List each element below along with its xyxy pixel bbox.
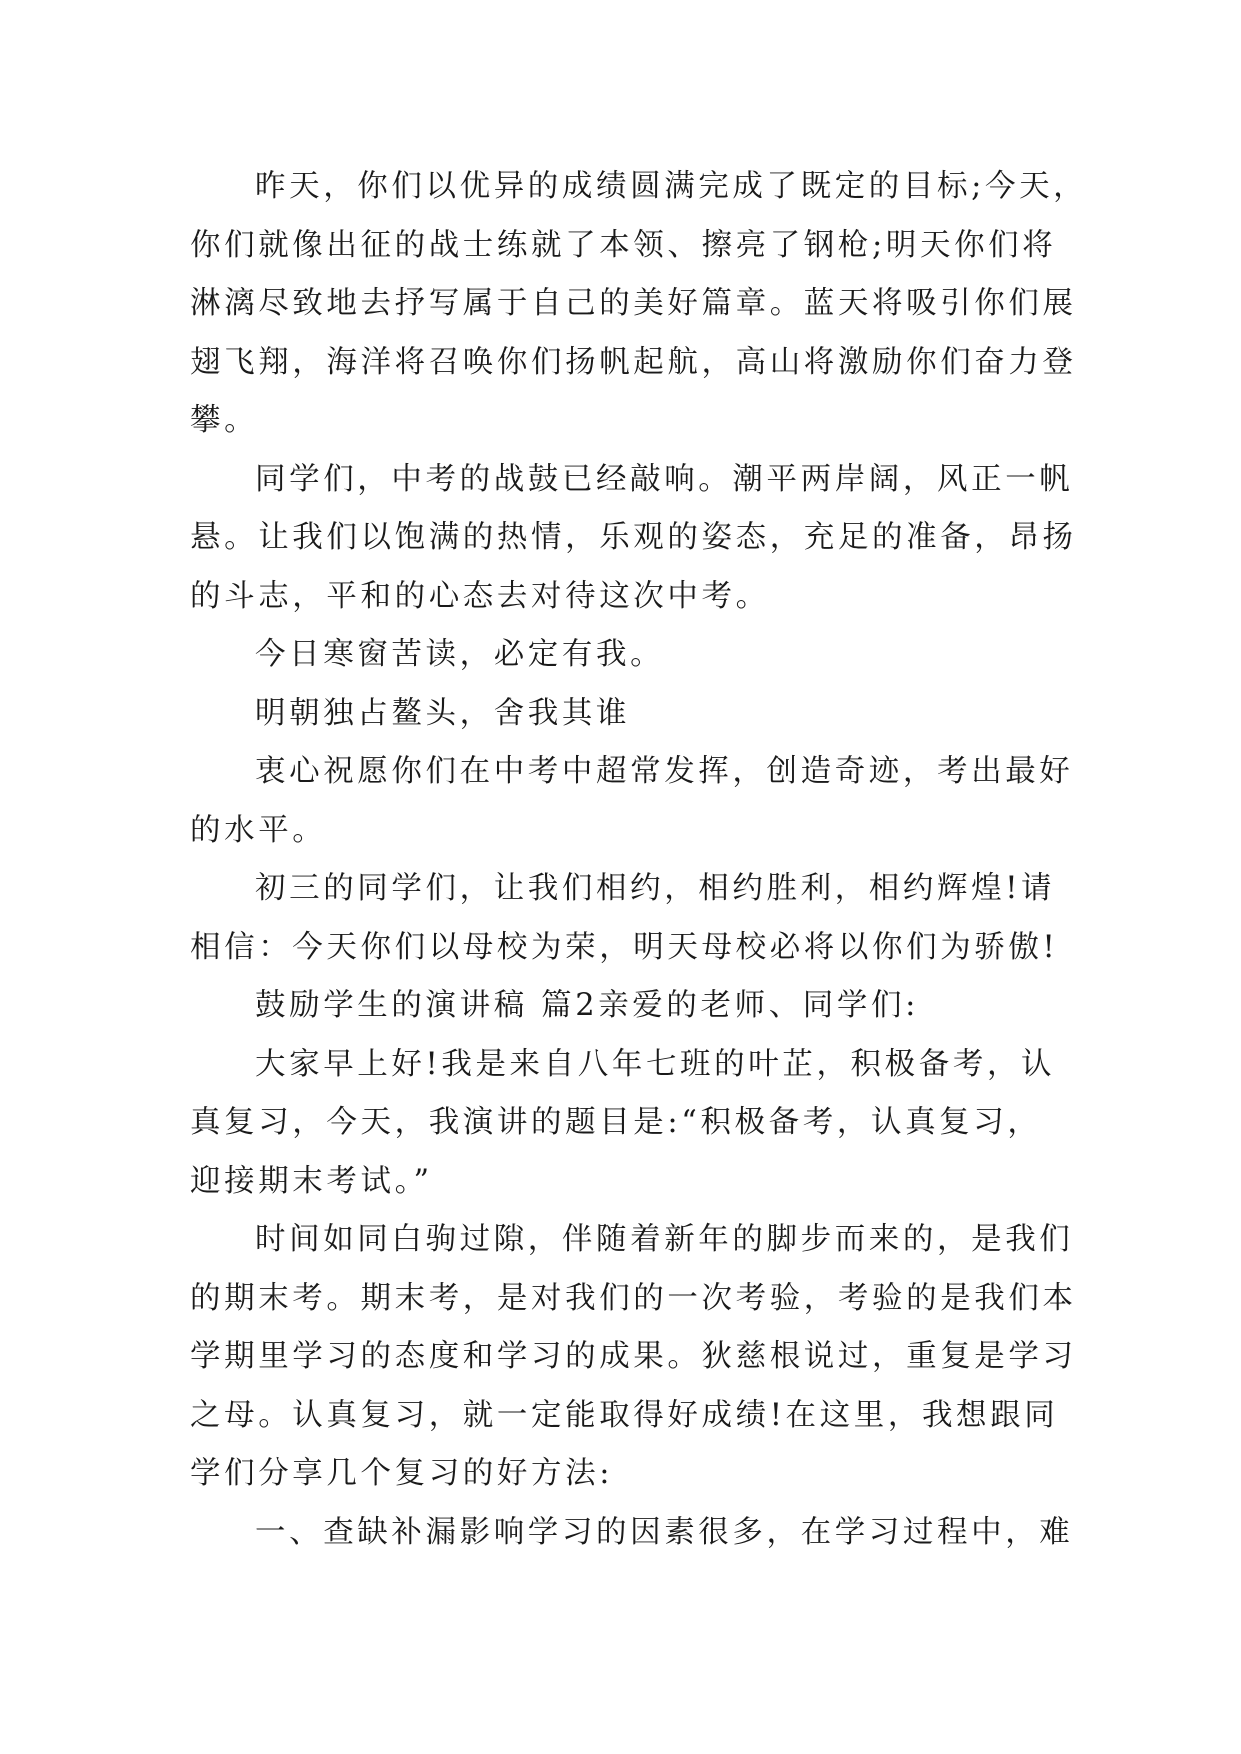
- text-line: 一、查缺补漏影响学习的因素很多，在学习过程中，难: [255, 1514, 1074, 1550]
- text-line: 的斗志，平和的心态去对待这次中考。: [190, 578, 770, 614]
- text-line: 鼓励学生的演讲稿 篇2亲爱的老师、同学们:: [255, 988, 919, 1023]
- text-line: 初三的同学们，让我们相约，相约胜利，相约辉煌!请: [255, 871, 1056, 906]
- text-line: 时间如同白驹过隙，伴随着新年的脚步而来的，是我们: [255, 1222, 1074, 1257]
- text-line: 悬。让我们以饱满的热情，乐观的姿态，充足的准备，昂扬: [190, 520, 1077, 555]
- text-line: 淋漓尽致地去抒写属于自己的美好篇章。蓝天将吸引你们展: [190, 286, 1077, 321]
- paragraph-1: [190, 158, 1088, 451]
- paragraph-2: [190, 451, 1077, 627]
- paragraph-10: [190, 1504, 1074, 1563]
- text-line: 学们分享几个复习的好方法:: [190, 1456, 614, 1491]
- text-line: 同学们，中考的战鼓已经敲响。潮平两岸阔，风正一帆: [255, 461, 1074, 497]
- text-line: 真复习，今天，我演讲的题目是:“积极备考，认真复习，: [190, 1105, 1042, 1140]
- text-line: 相信：今天你们以母校为荣，明天母校必将以你们为骄傲!: [190, 929, 1059, 965]
- text-line: 学期里学习的态度和学习的成果。狄慈根说过，重复是学习: [190, 1339, 1077, 1374]
- text-line: 你们就像出征的战士练就了本领、擦亮了钢枪;明天你们将: [190, 227, 1057, 263]
- paragraph-9: [190, 1211, 1077, 1504]
- text-line: 之母。认真复习，就一定能取得好成绩!在这里，我想跟同: [190, 1397, 1059, 1433]
- section-heading: [190, 977, 1060, 1036]
- paragraph-3: [190, 626, 1060, 685]
- text-line: 今日寒窗苦读，必定有我。: [255, 637, 665, 672]
- text-line: 昨天，你们以优异的成绩圆满完成了既定的目标;今天，: [255, 169, 1088, 204]
- text-line: 迎接期末考试。”: [190, 1163, 433, 1199]
- document-body: [190, 158, 1088, 1562]
- text-line: 大家早上好!我是来自八年七班的叶芷，积极备考，认: [255, 1046, 1056, 1082]
- text-line: 翅飞翔，海洋将召唤你们扬帆起航，高山将激励你们奋力登: [190, 344, 1077, 380]
- text-line: 的期末考。期末考，是对我们的一次考验，考验的是我们本: [190, 1280, 1077, 1316]
- text-line: 的水平。: [190, 812, 327, 848]
- paragraph-6: [190, 860, 1060, 977]
- text-line: 衷心祝愿你们在中考中超常发挥，创造奇迹，考出最好: [255, 754, 1074, 789]
- text-line: 攀。: [190, 403, 259, 438]
- text-line: 明朝独占鳌头，舍我其谁: [255, 695, 631, 731]
- paragraph-5: [190, 743, 1074, 860]
- paragraph-4: [190, 685, 1060, 744]
- paragraph-8: [190, 1036, 1060, 1212]
